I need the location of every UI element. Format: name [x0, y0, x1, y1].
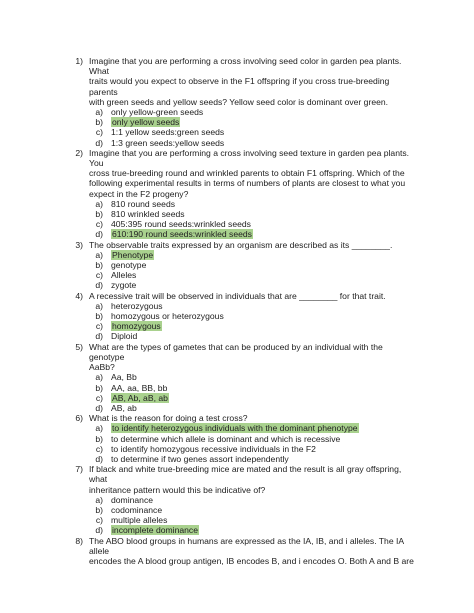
option-text: zygote [111, 280, 137, 291]
answer-option [89, 270, 416, 280]
highlighted-answer-text: only yellow seeds [112, 117, 180, 128]
question-1 [66, 56, 416, 148]
question-3 [66, 240, 416, 291]
option-text: 810 round seeds [111, 198, 176, 209]
question-6 [66, 413, 416, 464]
option-letter: a) [95, 300, 103, 311]
option-letter: a) [95, 198, 103, 209]
question-text-line: encodes the A blood group antigen, IB encodes B, and i encodes O. Both A and B are [89, 555, 414, 566]
option-text: Aa, Bb [111, 372, 137, 383]
question-number: 3) [75, 239, 83, 250]
option-text: 1:1 yellow seeds:green seeds [111, 127, 225, 138]
option-letter: c) [95, 392, 103, 403]
option-letter: c) [95, 127, 103, 138]
answer-option [89, 403, 416, 413]
option-text: Alleles [111, 270, 137, 281]
option-letter: a) [95, 249, 103, 260]
option-letter: c) [95, 321, 103, 332]
option-letter: b) [95, 260, 103, 271]
question-text-line: The ABO blood groups in humans are expressed as the IA, IB, and i alleles. The IA allele [89, 535, 404, 556]
question-text-line: expect in the F2 progeny? [89, 188, 189, 199]
option-letter: a) [95, 423, 103, 434]
option-letter: b) [95, 209, 103, 220]
answer-option [89, 138, 416, 148]
question-text-line: The observable traits expressed by an organism are described as its ________. [89, 239, 393, 250]
question-8 [66, 536, 416, 567]
highlighted-answer-text: to identify heterozygous individuals with the dominant phenotype [112, 423, 358, 434]
question-number: 8) [75, 535, 83, 546]
option-letter: c) [95, 270, 103, 281]
question-number: 7) [75, 464, 83, 475]
question-text-line: A recessive trait will be observed in individuals that are ________ for that trait. [89, 290, 386, 301]
answer-option [89, 229, 416, 239]
question-4 [66, 291, 416, 342]
answer-option [89, 454, 416, 464]
question-text-line: following experimental results in terms of numbers of plants are closest to what you [89, 178, 406, 189]
option-letter: d) [95, 229, 103, 240]
question-number: 1) [75, 56, 83, 66]
option-letter: a) [95, 494, 103, 505]
option-letter: d) [95, 402, 103, 413]
answer-option [89, 250, 416, 260]
option-letter: d) [95, 331, 103, 342]
highlighted-answer-text: incomplete dominance [112, 525, 198, 536]
highlighted-answer-text: AB, Ab, aB, ab [112, 392, 168, 403]
question-body [89, 148, 416, 240]
option-letter: b) [95, 311, 103, 322]
answer-options [89, 372, 416, 413]
question-body [89, 56, 416, 148]
answer-option [89, 515, 416, 525]
answer-option [89, 525, 416, 535]
answer-option [89, 199, 416, 209]
option-letter: d) [95, 525, 103, 536]
question-text-line: What are the types of gametes that can be produced by an individual with the genotype [89, 341, 383, 362]
question-body [89, 291, 416, 342]
option-letter: d) [95, 453, 103, 464]
answer-option [89, 321, 416, 331]
option-letter: b) [95, 117, 103, 128]
option-text: dominance [111, 494, 154, 505]
answer-option [89, 117, 416, 127]
answer-option [89, 209, 416, 219]
option-letter: a) [95, 107, 103, 118]
option-text: AB, ab [111, 402, 137, 413]
option-text: to identify homozygous recessive individuals in the F2 [111, 443, 316, 454]
answer-option [89, 127, 416, 137]
option-text: to determine if two genes assort independently [111, 453, 289, 464]
answer-option [89, 107, 416, 117]
option-text: codominance [111, 504, 163, 515]
question-body [89, 413, 416, 464]
answer-options [89, 495, 416, 536]
question-text-line: Imagine that you are performing a cross involving seed color in garden pea plants. What [89, 56, 402, 77]
option-letter: c) [95, 219, 103, 230]
question-text-line: What is the reason for doing a test cross? [89, 413, 248, 424]
answer-option [89, 434, 416, 444]
answer-options [89, 199, 416, 240]
question-text-line: traits would you expect to observe in the F1 offspring if you cross true-breeding parents [89, 76, 390, 97]
answer-option [89, 280, 416, 290]
option-letter: d) [95, 137, 103, 148]
option-letter: c) [95, 443, 103, 454]
answer-option [89, 495, 416, 505]
option-text: genotype [111, 260, 147, 271]
question-7 [66, 464, 416, 535]
answer-option [89, 301, 416, 311]
question-2 [66, 148, 416, 240]
question-text-line: Imagine that you are performing a cross involving seed texture in garden pea plants. You [89, 147, 410, 169]
option-text: 405:395 round seeds:wrinkled seeds [111, 219, 251, 230]
question-5 [66, 342, 416, 413]
question-number: 2) [75, 147, 83, 158]
question-number: 5) [75, 341, 83, 352]
question-text-line: AaBb? [89, 362, 115, 373]
highlighted-answer-text: Phenotype [112, 249, 154, 260]
answer-options [89, 107, 416, 148]
option-letter: d) [95, 280, 103, 291]
question-text-line: with green seeds and yellow seeds? Yellow seed color is dominant over green. [89, 96, 389, 107]
option-text: 810 wrinkled seeds [111, 209, 185, 220]
question-body [89, 464, 416, 535]
question-text-line: cross true-breeding round and wrinkled parents to obtain F1 offspring. Which of the [89, 168, 405, 179]
question-body [89, 240, 416, 291]
question-number: 4) [75, 290, 83, 301]
question-number: 6) [75, 413, 83, 424]
answer-option [89, 393, 416, 403]
option-text: only yellow-green seeds [111, 107, 204, 118]
question-body [89, 536, 416, 567]
option-text: Diploid [111, 331, 138, 342]
answer-options [89, 301, 416, 342]
answer-options [89, 423, 416, 464]
answer-option [89, 331, 416, 341]
answer-option [89, 260, 416, 270]
option-text: AA, aa, BB, bb [111, 382, 168, 393]
answer-option [89, 219, 416, 229]
highlighted-answer-text: 610:190 round seeds:wrinkled seeds [112, 229, 252, 240]
option-text: 1:3 green seeds:yellow seeds [111, 137, 225, 148]
answer-option [89, 311, 416, 321]
option-letter: b) [95, 504, 103, 515]
option-text: to determine which allele is dominant and which is recessive [111, 433, 341, 444]
option-letter: b) [95, 382, 103, 393]
answer-options [89, 250, 416, 291]
option-text: multiple alleles [111, 515, 168, 526]
option-text: homozygous or heterozygous [111, 311, 224, 322]
option-text: heterozygous [111, 300, 163, 311]
answer-option [89, 444, 416, 454]
option-letter: c) [95, 515, 103, 526]
option-letter: a) [95, 372, 103, 383]
question-text-line: inheritance pattern would this be indicative of? [89, 484, 266, 495]
question-body [89, 342, 416, 413]
answer-option [89, 505, 416, 515]
answer-option [89, 383, 416, 393]
question-text-line: If black and white true-breeding mice are mated and the result is all gray offspring, what [89, 464, 402, 485]
option-letter: b) [95, 433, 103, 444]
answer-option [89, 423, 416, 433]
answer-option [89, 372, 416, 382]
question-list [66, 56, 416, 566]
highlighted-answer-text: homozygous [112, 321, 161, 332]
